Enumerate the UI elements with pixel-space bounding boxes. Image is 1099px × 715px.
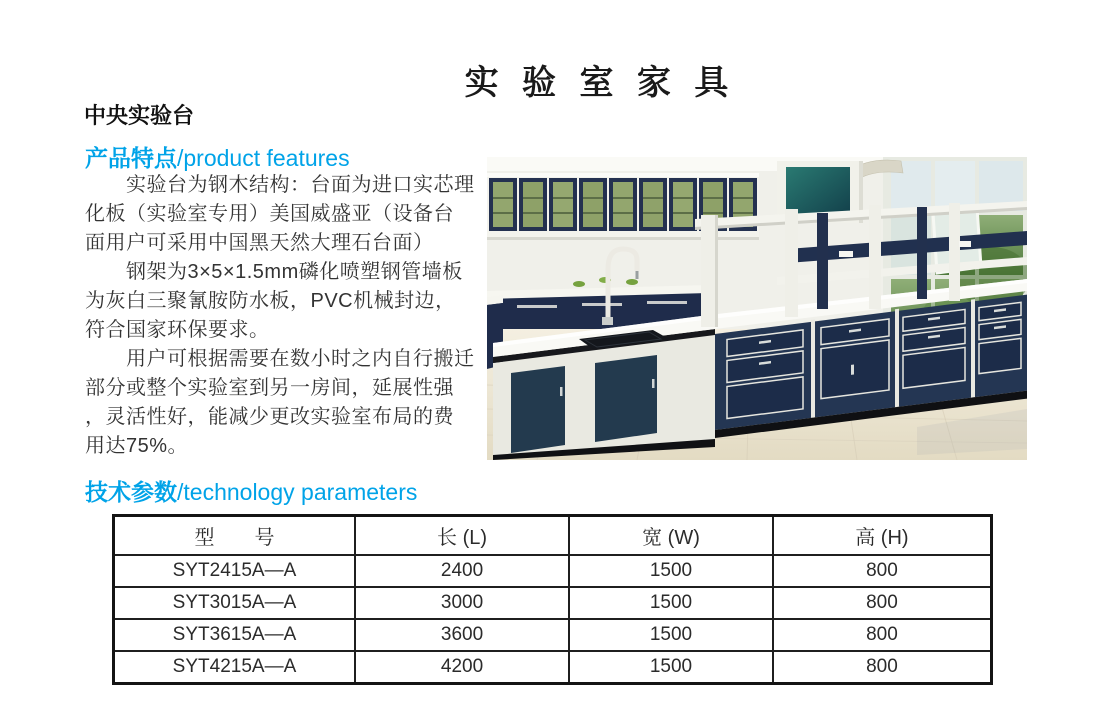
spec-table-body: [114, 555, 992, 684]
table-row: [114, 651, 992, 684]
features-heading: [85, 140, 350, 173]
lab-photo: [487, 157, 1027, 460]
table-cell: 1500: [569, 555, 773, 587]
table-cell: 800: [773, 587, 992, 619]
paragraph-line: 为灰白三聚氰胺防水板，PVC机械封边，: [85, 290, 456, 312]
header-model: 型 号: [114, 516, 355, 556]
table-cell: SYT3015A—A: [114, 587, 355, 619]
header-length: 长 (L): [355, 516, 569, 556]
plant-leaf: [626, 279, 638, 285]
section-title: 中央实验台: [84, 103, 195, 128]
header-width: 宽 (W): [569, 516, 773, 556]
table-row: [114, 555, 992, 587]
paragraph-line: 钢架为3×5×1.5mm磷化喷塑钢管墙板: [85, 261, 463, 283]
table-cell: 4200: [355, 651, 569, 684]
table-header-row: [114, 516, 992, 556]
paragraph-line: 部分或整个实验室到另一房间，延展性强: [85, 377, 454, 399]
table-cell: 3000: [355, 587, 569, 619]
table-cell: 800: [773, 555, 992, 587]
table-cell: 3600: [355, 619, 569, 651]
cabinet-door: [511, 366, 565, 453]
table-cell: 800: [773, 651, 992, 684]
plant-leaf: [573, 281, 585, 287]
paragraph-line: 用达75%。: [85, 435, 189, 457]
table-row: [114, 587, 992, 619]
table-cell: 1500: [569, 651, 773, 684]
cabinet-door: [595, 355, 657, 442]
table-cell: 1500: [569, 619, 773, 651]
table-cell: 2400: [355, 555, 569, 587]
features-paragraph: [85, 171, 487, 461]
paragraph-line: ，灵活性好，能减少更改实验室布局的费: [85, 406, 454, 428]
wall-cabinets: [487, 173, 759, 240]
header-height: 高 (H): [773, 516, 992, 556]
page-title: 实 验 室 家 具: [464, 64, 736, 102]
table-cell: SYT4215A—A: [114, 651, 355, 684]
tech-heading-zh: 技术参数: [85, 479, 177, 505]
table-row: [114, 619, 992, 651]
paragraph-line: 用户可根据需要在数小时之内自行搬迁: [85, 348, 475, 370]
table-cell: SYT2415A—A: [114, 555, 355, 587]
paragraph-line: 实验台为钢木结构：台面为进口实芯理: [85, 174, 475, 196]
features-heading-en: /product features: [177, 145, 350, 171]
table-cell: SYT3615A—A: [114, 619, 355, 651]
paragraph-line: 面用户可采用中国黑天然大理石台面）: [85, 232, 434, 254]
tech-heading: [85, 474, 417, 507]
power-socket: [959, 241, 971, 247]
table-cell: 800: [773, 619, 992, 651]
lab-photo-illustration: [487, 157, 1027, 460]
features-heading-zh: 产品特点: [85, 145, 177, 171]
spec-table: [112, 514, 993, 685]
paragraph-line: 化板（实验室专用）美国威盛亚（设备台: [85, 203, 454, 225]
tech-heading-en: /technology parameters: [177, 479, 418, 505]
power-socket: [839, 251, 853, 257]
table-cell: 1500: [569, 587, 773, 619]
paragraph-line: 符合国家环保要求。: [85, 319, 270, 341]
